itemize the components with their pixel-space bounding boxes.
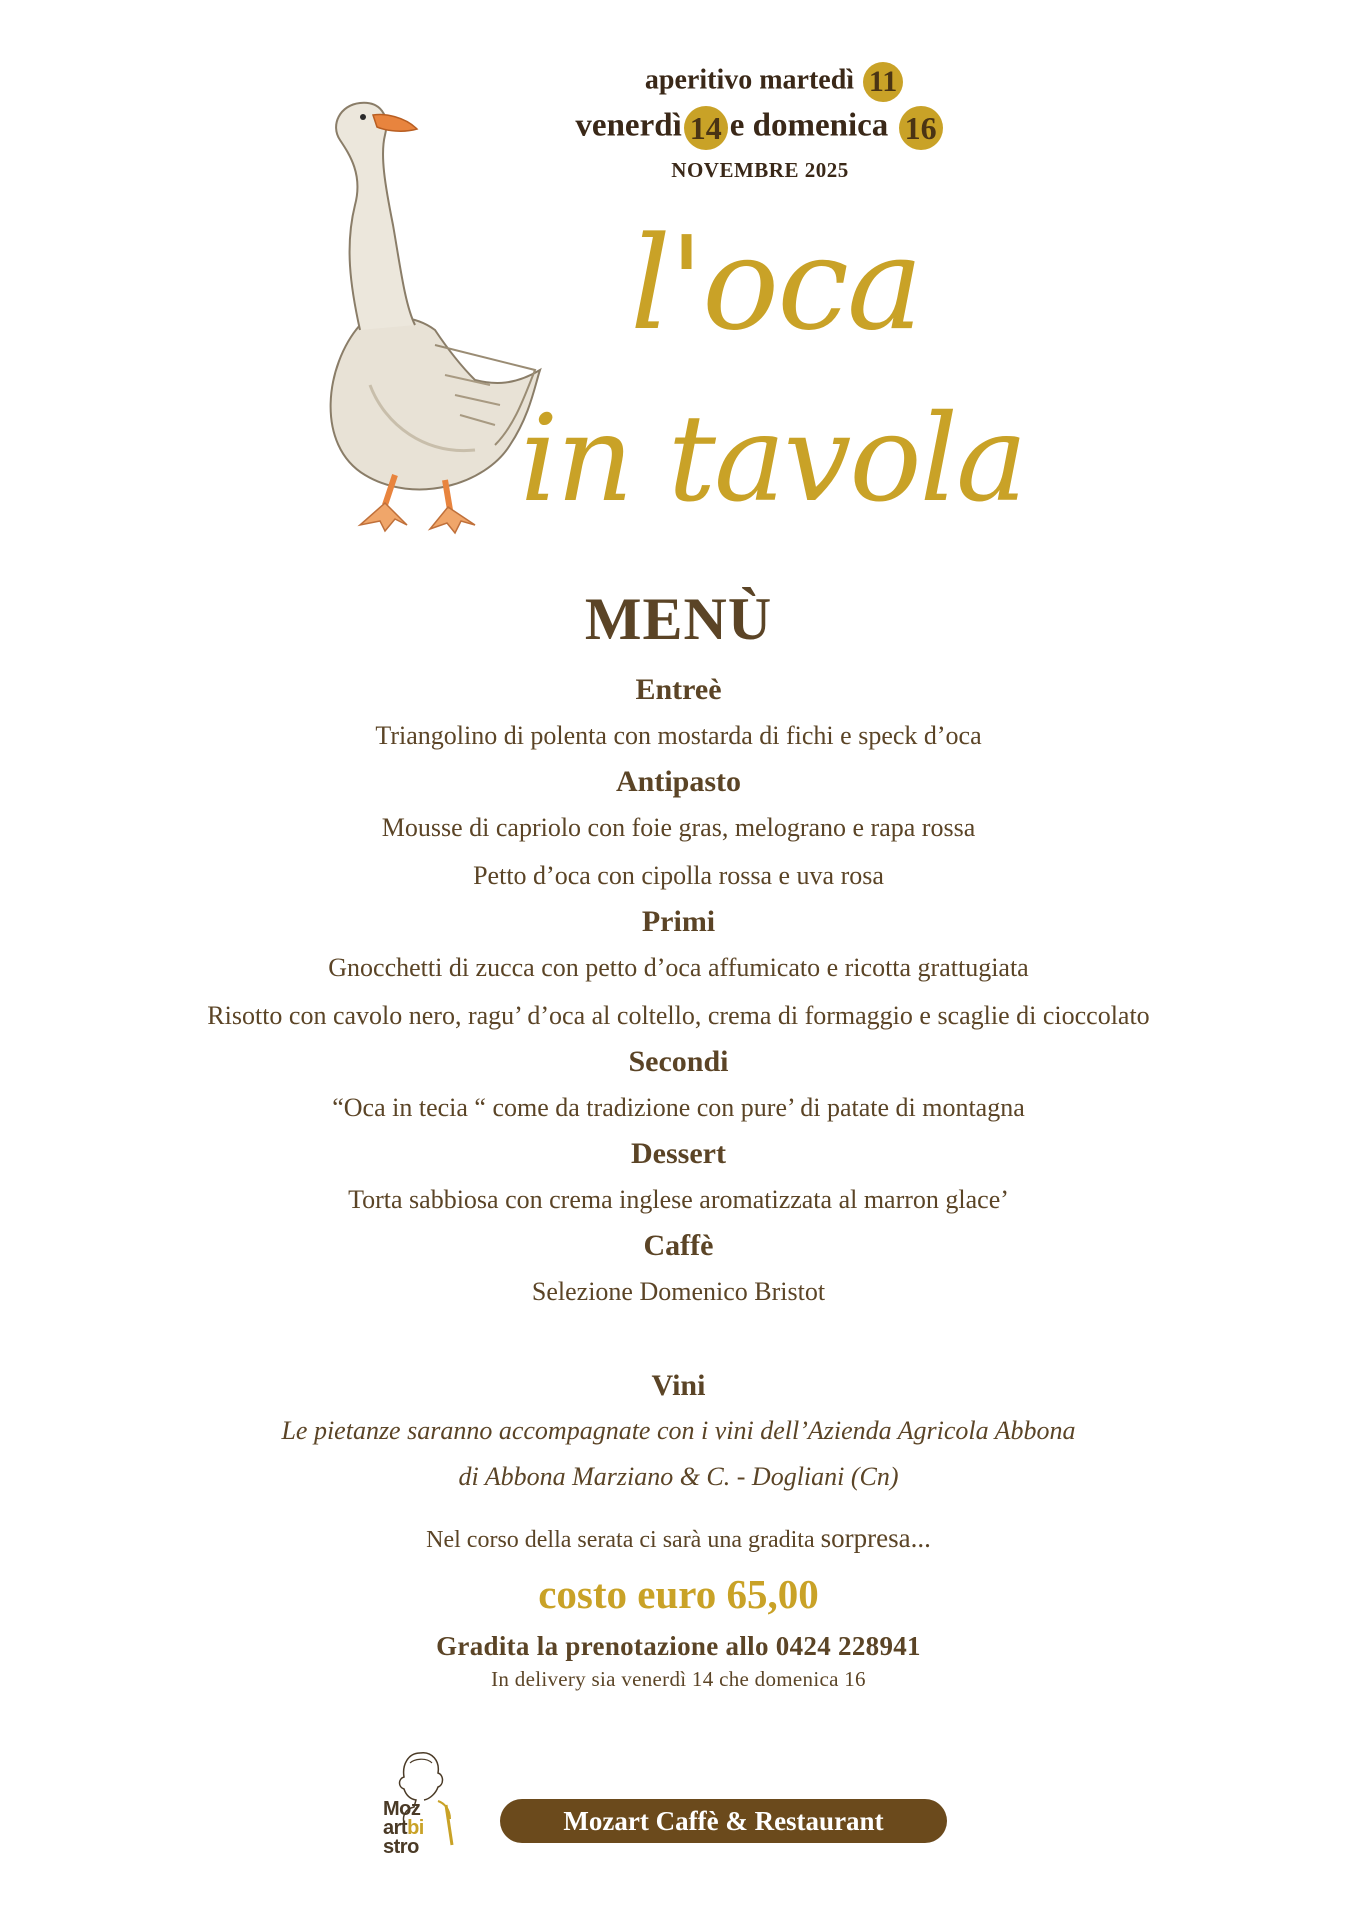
course-heading: Secondi (628, 1045, 729, 1078)
logo-bi: bi (407, 1817, 424, 1839)
dish-item: Triangolino di polenta con mostarda di fichi e speck d’oca (375, 721, 982, 750)
date-badge-14: 14 (684, 106, 728, 150)
surprise-word: sorpresa... (820, 1523, 931, 1553)
aperitivo-label: aperitivo martedì (644, 64, 855, 96)
wine-line-1: Le pietanze saranno accompagnate con i vini dell’Azienda Agricola Abbona (281, 1416, 1076, 1445)
course-entree (0, 668, 1357, 760)
date-badge-11: 11 (863, 62, 903, 102)
logo-line-3: stro (383, 1836, 419, 1858)
dish-item: Selezione Domenico Bristot (531, 1277, 826, 1306)
date-badge-16: 16 (899, 106, 943, 150)
surprise-note (0, 1518, 1357, 1558)
domenica-label: e domenica (729, 107, 889, 144)
dinner-dates-line (520, 106, 1000, 150)
course-primi (0, 900, 1357, 1040)
price: costo euro 65,00 (538, 1571, 819, 1617)
title-line-1: l'oca (630, 210, 922, 359)
logo-line-1: Moz (383, 1798, 421, 1820)
mozart-bistro-logo (383, 1800, 463, 1857)
course-heading: Entreè (635, 673, 722, 706)
course-heading: Antipasto (615, 765, 742, 798)
course-heading: Caffè (643, 1229, 714, 1262)
aperitivo-line (550, 62, 1000, 102)
wine-line-2: di Abbona Marziano & C. - Dogliani (Cn) (458, 1462, 899, 1491)
booking-info: Gradita la prenotazione allo 0424 228941 (436, 1631, 921, 1661)
event-dates (520, 62, 1000, 183)
venerdi-label: venerdì (575, 107, 682, 144)
course-dessert (0, 1132, 1357, 1224)
surprise-text: Nel corso della serata ci sarà una gradita (426, 1527, 821, 1553)
logo-art: art (383, 1817, 408, 1839)
month-year: NOVEMBRE 2025 (671, 158, 849, 182)
course-heading: Dessert (631, 1137, 726, 1170)
dish-item: Mousse di capriolo con foie gras, melograno e rapa rossa (381, 813, 976, 842)
course-secondi (0, 1040, 1357, 1132)
dish-item: Gnocchetti di zucca con petto d’oca affumicato e ricotta grattugiata (328, 953, 1029, 982)
goose-illustration (285, 85, 545, 535)
wine-heading: Vini (651, 1369, 706, 1402)
menu-section (0, 585, 1357, 1694)
dish-item: Petto d’oca con cipolla rossa e uva rosa (473, 861, 884, 890)
delivery-info: In delivery sia venerdì 14 che domenica 16 (491, 1667, 866, 1691)
dish-item: Torta sabbiosa con crema inglese aromatizzata al marron glace’ (348, 1185, 1009, 1214)
dish-item: “Oca in tecia “ come da tradizione con pure’ di patate di montagna (332, 1093, 1025, 1122)
course-heading: Primi (641, 905, 716, 938)
dish-item: Risotto con cavolo nero, ragu’ d’oca al coltello, crema di formaggio e scaglie di cioccolato (207, 1001, 1150, 1030)
course-caffe (0, 1224, 1357, 1316)
menu-title: MENÙ (584, 586, 773, 652)
course-antipasto (0, 760, 1357, 900)
restaurant-name-banner: Mozart Caffè & Restaurant (500, 1799, 947, 1843)
title-line-2: in tavola (520, 390, 1026, 529)
